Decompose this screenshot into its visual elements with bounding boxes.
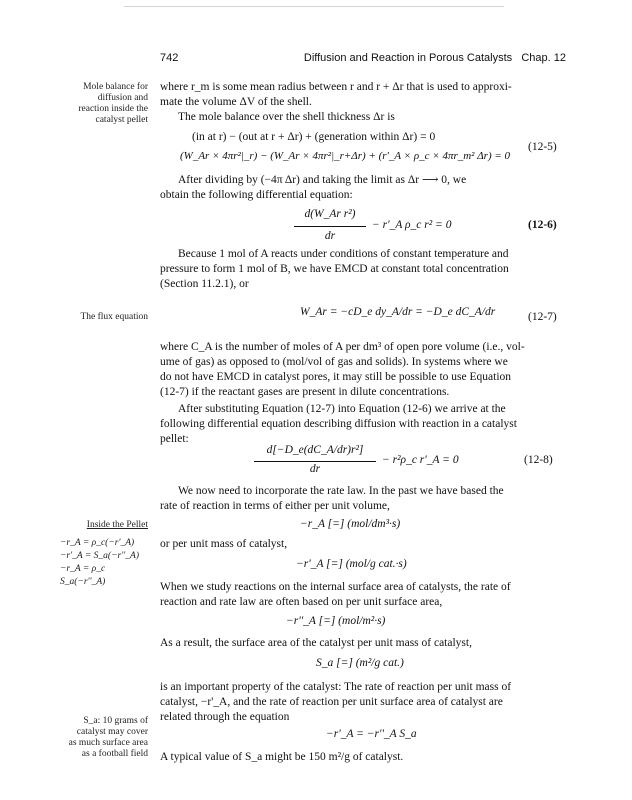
text-line: After substituting Equation (12-7) into Equation (12-6) we arrive at the: [178, 403, 506, 415]
top-rule: [124, 6, 504, 7]
equation-text: (in at r) − (out at r + Δr) + (generation within Δr) = 0: [192, 131, 436, 143]
rate-relation-equation: −r'_A = −r''_A S_a: [326, 728, 417, 740]
equation-text: (W_Ar × 4πr²|_r) − (W_Ar × 4πr²|_r+Δr) + (r'_A × ρ_c × 4πr_m² Δr) = 0: [180, 150, 511, 162]
text-line: where C_A is the number of moles of A per dm³ of open pore volume (i.e., vol-: [160, 341, 525, 353]
running-head: [304, 52, 566, 64]
text-line: obtain the following differential equation:: [160, 189, 353, 201]
text-line: following differential equation describing diffusion with reaction in a catalyst: [160, 418, 517, 430]
eq6-fraction-bar: [294, 226, 366, 227]
text-line: do not have EMCD in catalyst pores, it may still be possible to use Equation: [160, 371, 512, 383]
text-line: (12-7) if the reactant gases are present in dilute concentrations.: [160, 386, 450, 398]
eq6-numerator: d(W_Ar r²): [304, 208, 356, 220]
eq6-denominator: dr: [324, 230, 336, 242]
paragraph-10: As a result, the surface area of the catalyst per unit mass of catalyst,: [160, 637, 472, 649]
eq8-numerator: d[−D_e(dC_A/dr)r²]: [266, 444, 364, 456]
eq8-rest: − r²ρ_c r'_A = 0: [382, 454, 459, 466]
margin-note-inside-pellet: Inside the Pellet: [86, 520, 148, 530]
text-line: ume of gas) as opposed to (mol/vol of gas and solids). In systems where we: [160, 356, 508, 368]
paragraph-11: [160, 680, 570, 725]
text-line: Because 1 mol of A reacts under conditions of constant temperature and: [178, 248, 509, 260]
text-line: We now need to incorporate the rate law. In the past we have based the: [178, 485, 504, 497]
balance-words-equation: [192, 131, 435, 143]
paragraph-6: [160, 402, 570, 447]
margin-line: as a football field: [81, 749, 148, 759]
equation-number-12-7: (12-7): [528, 311, 557, 323]
margin-line: catalyst pellet: [95, 115, 148, 125]
text-line: reaction and rate law are often based on per unit surface area,: [160, 596, 443, 608]
text-line: After dividing by (−4π Δr) and taking the limit as Δr ⟶ 0, we: [178, 174, 467, 186]
text-line: When we study reactions on the internal surface area of catalysts, the rate of: [160, 581, 511, 593]
margin-inside-pellet-eqs: [40, 537, 148, 589]
margin-equation: −r_A = ρ_c S_a(−r''_A): [60, 564, 106, 587]
paragraph-12: A typical value of S_a might be 150 m²/g of catalyst.: [160, 751, 404, 763]
margin-equation: −r_A = ρ_c(−r'_A): [60, 538, 135, 548]
text-line: catalyst, −r'_A, and the rate of reaction per unit surface area of catalyst are: [160, 696, 503, 708]
paragraph-7: [160, 484, 570, 514]
running-title: Diffusion and Reaction in Porous Catalysts: [303, 52, 513, 64]
paragraph-3: [160, 173, 570, 203]
margin-line: reaction inside the: [78, 104, 148, 114]
rate-per-mass: −r'_A [=] (mol/g cat.·s): [296, 558, 407, 570]
chapter-label: Chap. 12: [521, 52, 566, 64]
text-line: is an important property of the catalyst: The rate of reaction per unit mass of: [160, 681, 512, 693]
margin-line: as much surface area: [68, 738, 148, 748]
text-line: pressure to form 1 mol of B, we have EMCD at constant total concentration: [160, 263, 509, 275]
balance-symbol-equation: [180, 150, 510, 162]
text-line: rate of reaction in terms of either per unit volume,: [160, 500, 390, 512]
text-line: pellet:: [160, 433, 189, 445]
text-line: mate the volume ΔV of the shell.: [160, 96, 312, 108]
equation-number-12-6: (12-6): [528, 219, 557, 231]
rate-per-area: −r''_A [=] (mol/m²·s): [286, 615, 386, 627]
paragraph-8: or per unit mass of catalyst,: [160, 538, 288, 550]
margin-line: diffusion and: [97, 93, 148, 103]
paragraph-9: [160, 580, 570, 610]
equation-number-12-8: (12-8): [524, 454, 553, 466]
eq8-fraction-bar: [254, 461, 376, 462]
text-line: (Section 11.2.1), or: [160, 278, 249, 290]
equation-number-12-5: (12-5): [528, 141, 557, 153]
eq7: W_Ar = −cD_e dy_A/dr = −D_e dC_A/dr: [300, 306, 496, 318]
paragraph-4: [160, 247, 570, 292]
margin-line: catalyst may cover: [76, 727, 148, 737]
eq8-denominator: dr: [309, 463, 321, 475]
text-line: related through the equation: [160, 711, 290, 723]
margin-note-mole-balance: [40, 82, 148, 126]
text-line: where r_m is some mean radius between r and r + Δr that is used to approxi-: [160, 81, 512, 93]
page-number: 742: [160, 52, 179, 64]
paragraph-1: [160, 80, 570, 125]
surface-area-definition: S_a [=] (m²/g cat.): [316, 657, 404, 669]
margin-note-surface-area: [30, 716, 148, 760]
margin-line: Mole balance for: [83, 82, 148, 92]
margin-note-flux: The flux equation: [80, 312, 148, 322]
margin-line: S_a: 10 grams of: [83, 716, 148, 726]
text-line: The mole balance over the shell thickness Δr is: [178, 111, 395, 123]
rate-per-volume: −r_A [=] (mol/dm³·s): [300, 518, 401, 530]
eq6-rest: − r'_A ρ_c r² = 0: [372, 219, 452, 231]
margin-equation: −r'_A = S_a(−r''_A): [60, 551, 139, 561]
paragraph-5: [160, 340, 570, 400]
